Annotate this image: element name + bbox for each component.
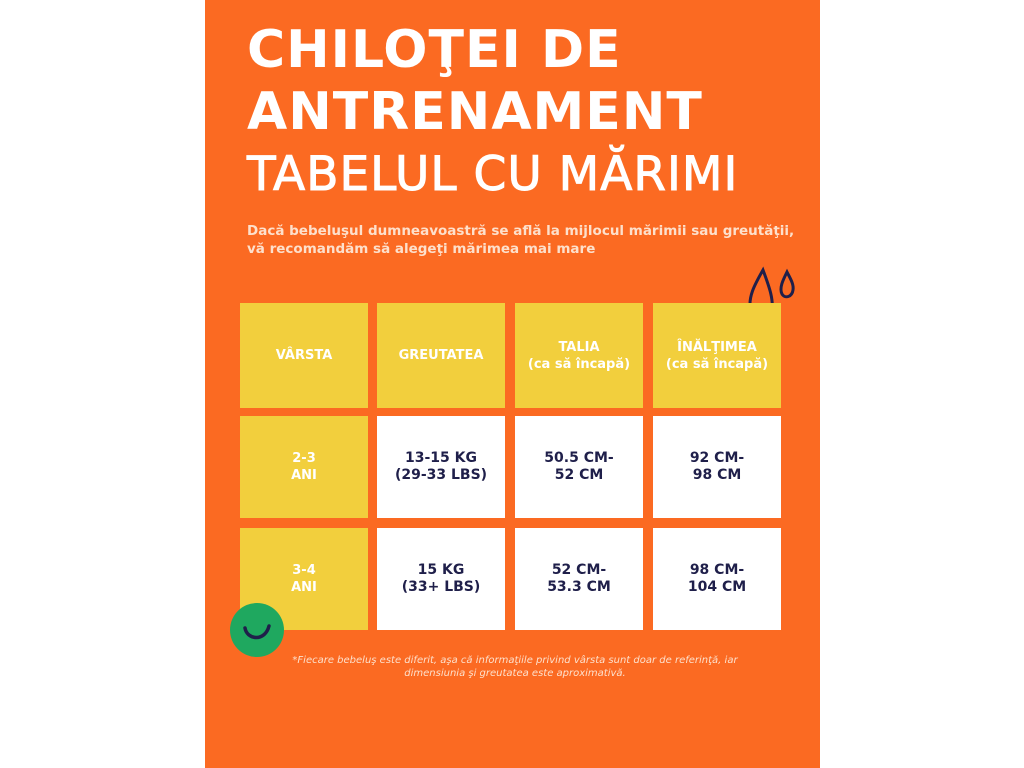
- row2-age: 3-4 ANI: [240, 528, 368, 630]
- footnote: *Fiecare bebeluş este diferit, aşa că informaţiile privind vârsta sunt doar de referinţă, iar dimensiunia şi greutatea este aproximativă.: [292, 655, 738, 679]
- smile-icon: [229, 602, 285, 658]
- title-line-3: TABELUL CU MĂRIMI: [247, 147, 739, 202]
- row1-waist: 50.5 CM- 52 CM: [515, 416, 643, 518]
- row2-weight: 15 KG (33+ LBS): [377, 528, 505, 630]
- row1-height: 92 CM- 98 CM: [653, 416, 781, 518]
- row2-waist: 52 CM- 53.3 CM: [515, 528, 643, 630]
- header-age: VÂRSTA: [240, 303, 368, 408]
- row2-height: 98 CM- 104 CM: [653, 528, 781, 630]
- header-waist: TALIA (ca să încapă): [515, 303, 643, 408]
- header-height: ÎNĂLŢIMEA (ca să încapă): [653, 303, 781, 408]
- title-line-1: CHILOŢEI DE: [247, 20, 622, 80]
- row1-weight: 13-15 KG (29-33 LBS): [377, 416, 505, 518]
- intro-text: Dacă bebeluşul dumneavoastră se află la mijlocul mărimii sau greutăţii, vă recomandăm să alegeţi mărimea mai mare: [247, 223, 795, 257]
- title-line-2: ANTRENAMENT: [247, 82, 703, 142]
- row1-age: 2-3 ANI: [240, 416, 368, 518]
- size-chart-poster: [205, 0, 820, 768]
- header-weight: GREUTATEA: [377, 303, 505, 408]
